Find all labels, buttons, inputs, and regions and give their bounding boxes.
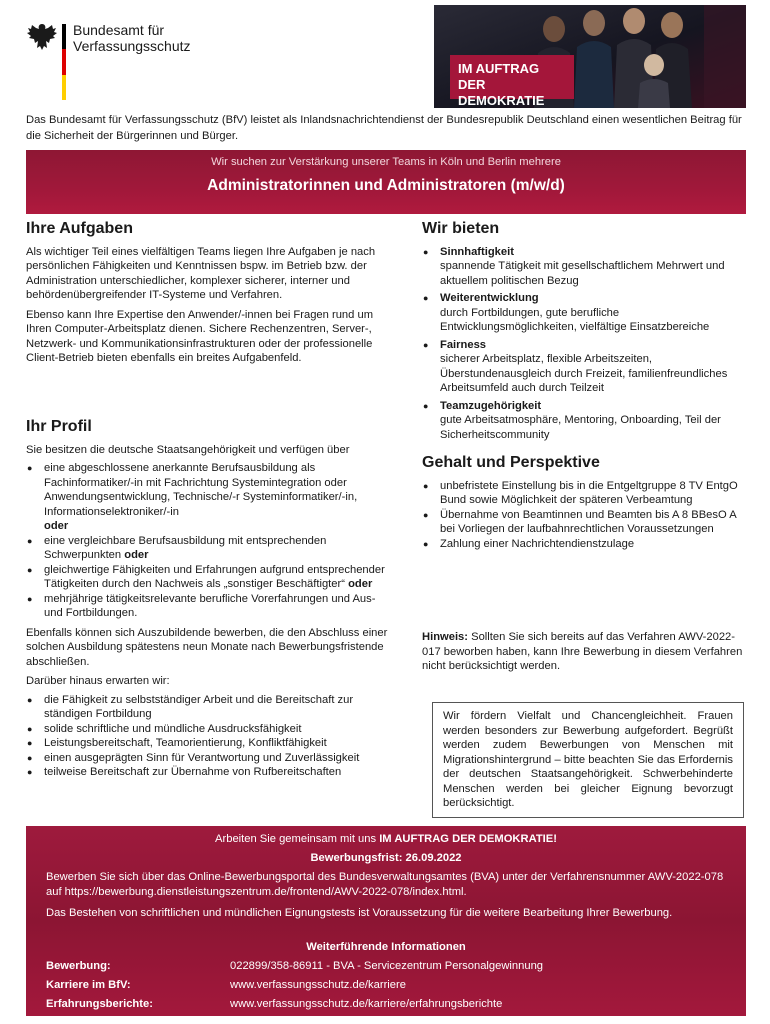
qualification-list [26, 461, 394, 621]
list-item: ● Teamzugehörigkeit gute Arbeitsatmosphäre, Mentoring, Onboarding, Teil der Sicherheitscommunity [422, 399, 744, 443]
hero-image [434, 5, 746, 108]
job-title-banner [26, 150, 746, 214]
conjunction: oder [348, 578, 373, 590]
expectation-list [26, 693, 394, 780]
expect-intro: Darüber hinaus erwarten wir: [26, 675, 170, 687]
gehalt-heading: Gehalt und Perspektive [422, 454, 600, 471]
conjunction: oder [124, 549, 149, 561]
section-aufgaben [26, 222, 394, 366]
application-deadline: Bewerbungsfrist: 26.09.2022 [310, 852, 462, 864]
conjunction: oder [44, 520, 69, 532]
list-item: ● solide schriftliche und mündliche Ausdrucksfähigkeit [26, 722, 394, 737]
hinweis-text: Sollten Sie sich bereits auf das Verfahren AWV-2022-017 beworben haben, kann Ihre Bewerbung in diesem Verfahren nicht berücksichtigt werden. [422, 631, 743, 672]
info-label-erfahrungsberichte: Erfahrungsberichte: [46, 998, 153, 1010]
list-item: ● eine abgeschlossene anerkannte Berufsausbildung als Fachinformatiker/-in mit Fachrichtung Systemintegration oder Anwendungsentwicklung, Technische/-r Systeminformatiker/-in, Informationselektroniker/-in oder [26, 461, 394, 534]
list-item: ● einen ausgeprägten Sinn für Verantwortung und Zuverlässigkeit [26, 751, 394, 766]
federal-eagle-icon [26, 22, 58, 52]
list-item: ● Fairness sicherer Arbeitsplatz, flexible Arbeitszeiten, Überstundenausgleich durch Freizeit, familienfreundliches Arbeitsumfeld auch durch Teilzeit [422, 338, 744, 396]
list-item: ● eine vergleichbare Berufsausbildung mit entsprechenden Schwerpunkten oder [26, 534, 394, 563]
list-item: ● Leistungsbereitschaft, Teamorientierung, Konfliktfähigkeit [26, 736, 394, 751]
benefit-list [422, 245, 744, 443]
list-item: ● teilweise Bereitschaft zur Übernahme von Rufbereitschaften [26, 765, 394, 780]
profil-intro: Sie besitzen die deutsche Staatsangehörigkeit und verfügen über [26, 443, 350, 456]
intro-text: Das Bundesamt für Verfassungsschutz (BfV) leistet als Inlandsnachrichtendienst der Bundesrepublik Deutschland einen wesentlichen Beitrag für die Sicherheit der Bürgerinnen und Bürger. [26, 114, 742, 142]
banner-subtitle: Wir suchen zur Verstärkung unserer Teams in Köln und Berlin mehrere [211, 156, 561, 168]
section-gehalt [422, 456, 744, 551]
footer-cta: Arbeiten Sie gemeinsam mit uns IM AUFTRAG DER DEMOKRATIE! [215, 833, 557, 845]
hinweis-note [422, 630, 744, 674]
list-item: ● Weiterentwicklung durch Fortbildungen, gute berufliche Entwicklungsmöglichkeiten, vielfältige Einsatzbereiche [422, 291, 744, 335]
section-bieten [422, 222, 744, 442]
info-value-bewerbung: 022899/358-86911 - BVA - Servicezentrum Personalgewinnung [230, 960, 544, 972]
org-name: Bundesamt für Verfassungsschutz [73, 22, 191, 54]
info-link-erfahrungsberichte[interactable]: www.verfassungsschutz.de/karriere/erfahrungsberichte [230, 998, 503, 1010]
german-flag-stripe [62, 24, 66, 100]
footer-paragraph-1: Bewerben Sie sich über das Online-Bewerbungsportal des Bundesverwaltungsamtes (BVA) unter der Verfahrensnummer AWV-2022-078 auf https://bewerbung.dienstleistungszentrum.de/frontend/AWV-2022-078/index.html. [46, 871, 724, 898]
job-title: Administratorinnen und Administratoren (m/w/d) [207, 177, 565, 194]
list-item: ● Übernahme von Beamtinnen und Beamten bis A 8 BBesO A bei Vorliegen der laufbahnrechtlichen Voraussetzungen [422, 508, 744, 537]
diversity-notice: Wir fördern Vielfalt und Chancengleichheit. Frauen werden besonders zur Bewerbung aufgefordert. Begrüßt werden zudem Bewerbungen von Menschen mit Migrationshintergrund – bitte beachten Sie das Erfordernis der deutschen Staatsangehörigkeit. Schwerbehinderte Menschen werden bei gleicher Eignung bevorzugt berücksichtigt. [432, 702, 744, 818]
info-label-karriere: Karriere im BfV: [46, 979, 131, 991]
list-item: ● unbefristete Einstellung bis in die Entgeltgruppe 8 TV EntgO Bund sowie Möglichkeit der späteren Verbeamtung [422, 479, 744, 508]
info-heading: Weiterführende Informationen [306, 941, 466, 953]
bieten-heading: Wir bieten [422, 220, 500, 237]
list-item: ● mehrjährige tätigkeitsrelevante berufliche Vorerfahrungen und Aus- und Fortbildungen. [26, 592, 394, 621]
hero-slogan-badge: IM AUFTRAG DER DEMOKRATIE [450, 55, 574, 99]
footer-paragraph-2: Das Bestehen von schriftlichen und mündlichen Eignungstests ist Voraussetzung für die weitere Bearbeitung Ihrer Bewerbung. [46, 907, 673, 919]
salary-list [422, 479, 744, 552]
list-item: ● gleichwertige Fähigkeiten und Erfahrungen aufgrund entsprechender Tätigkeiten durch den Nachweis als „sonstiger Beschäftigter“ oder [26, 563, 394, 592]
aufgaben-heading: Ihre Aufgaben [26, 220, 133, 237]
bfv-logo [26, 22, 201, 100]
info-link-karriere[interactable]: www.verfassungsschutz.de/karriere [230, 979, 406, 991]
list-item: ● Zahlung einer Nachrichtendienstzulage [422, 537, 744, 552]
aufgaben-paragraph-1: Als wichtiger Teil eines vielfältigen Teams liegen Ihre Aufgaben je nach persönlichen Fähigkeiten und Kenntnissen bspw. im Betrieb bzw. der Administration unterschiedlicher, komplexer sicherer, interner und behördenübergreifender IT-Systeme und Verfahren. [26, 245, 376, 301]
list-item: ● Sinnhaftigkeit spannende Tätigkeit mit gesellschaftlichem Mehrwert und aktuellem politischen Bezug [422, 245, 744, 289]
application-footer [26, 826, 746, 1016]
section-profil [26, 420, 394, 780]
hinweis-label: Hinweis: [422, 631, 469, 643]
info-label-bewerbung: Bewerbung: [46, 960, 111, 972]
azubi-paragraph: Ebenfalls können sich Auszubildende bewerben, die den Abschluss einer solchen Ausbildung spätestens neun Monate nach Bewerbungsfristende abschließen. [26, 626, 388, 668]
profil-heading: Ihr Profil [26, 418, 92, 435]
aufgaben-paragraph-2: Ebenso kann Ihre Expertise den Anwender/-innen bei Fragen rund um Ihren Computer-Arbeitsplatz dienen. Sichere Rechenzentren, Server-, Netzwerk- und Kommunikationsinfrastrukturen oder der professionelle Client-Betrieb bieten ebenfalls ein breites Aufgabenfeld. [26, 308, 374, 364]
list-item: ● die Fähigkeit zu selbstständiger Arbeit und die Bereitschaft zur ständigen Fortbildung [26, 693, 394, 722]
